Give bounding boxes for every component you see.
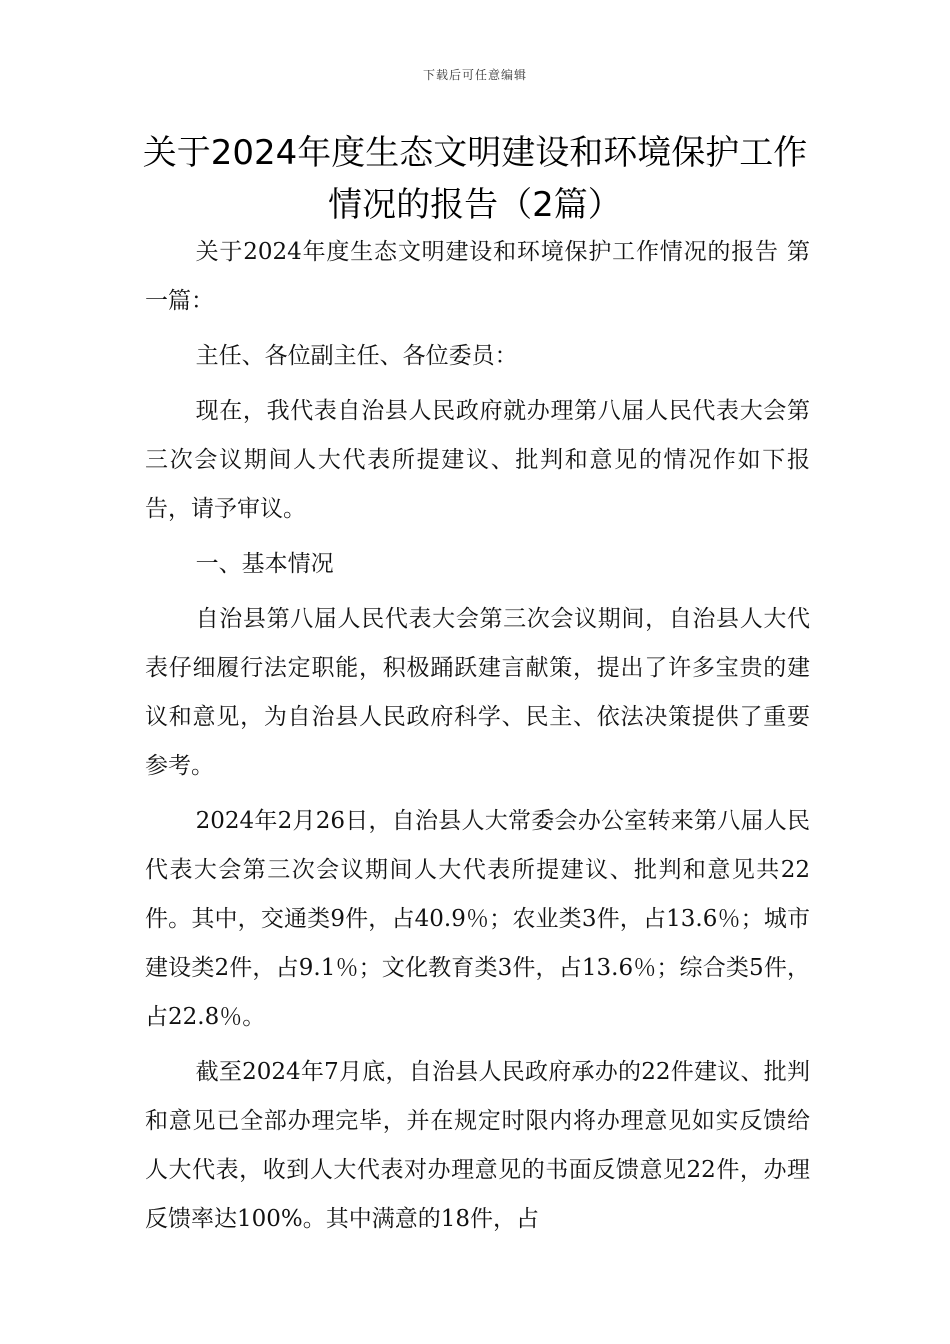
paragraph-intro-heading: 关于2024年度生态文明建设和环境保护工作情况的报告 第一篇： bbox=[145, 239, 810, 314]
document-body bbox=[145, 228, 810, 1250]
paragraph-completion: 截至2024年7月底，自治县人民政府承办的22件建议、批判和意见已全部办理完毕，并在规定时限内将办理意见如实反馈给人大代表，收到人大代表对办理意见的书面反馈意见22件，办理反馈率达100%。其中满意的18件，占 bbox=[145, 1059, 810, 1232]
paragraph-opening: 现在，我代表自治县人民政府就办理第八届人民代表大会第三次会议期间人大代表所提建议、批判和意见的情况作如下报告，请予审议。 bbox=[145, 398, 810, 522]
paragraph-delegates: 自治县第八届人民代表大会第三次会议期间，自治县人大代表仔细履行法定职能，积极踊跃建言献策，提出了许多宝贵的建议和意见，为自治县人民政府科学、民主、依法决策提供了重要参考。 bbox=[145, 606, 810, 779]
paragraph-salutation: 主任、各位副主任、各位委员： bbox=[195, 343, 518, 369]
document-title: 关于2024年度生态文明建设和环境保护工作情况的报告（2篇） bbox=[142, 133, 808, 225]
paragraph-statistics: 2024年2月26日，自治县人大常委会办公室转来第八届人民代表大会第三次会议期间人大代表所提建议、批判和意见共22件。其中，交通类9件，占40.9％；农业类3件，占13.6％；城市建设类2件，占9.1％；文化教育类3件，占13.6％；综合类5件，占22.8％。 bbox=[145, 808, 810, 1030]
section-heading-basic-situation: 一、基本情况 bbox=[195, 551, 334, 577]
header-note: 下载后可任意编辑 bbox=[422, 68, 527, 82]
